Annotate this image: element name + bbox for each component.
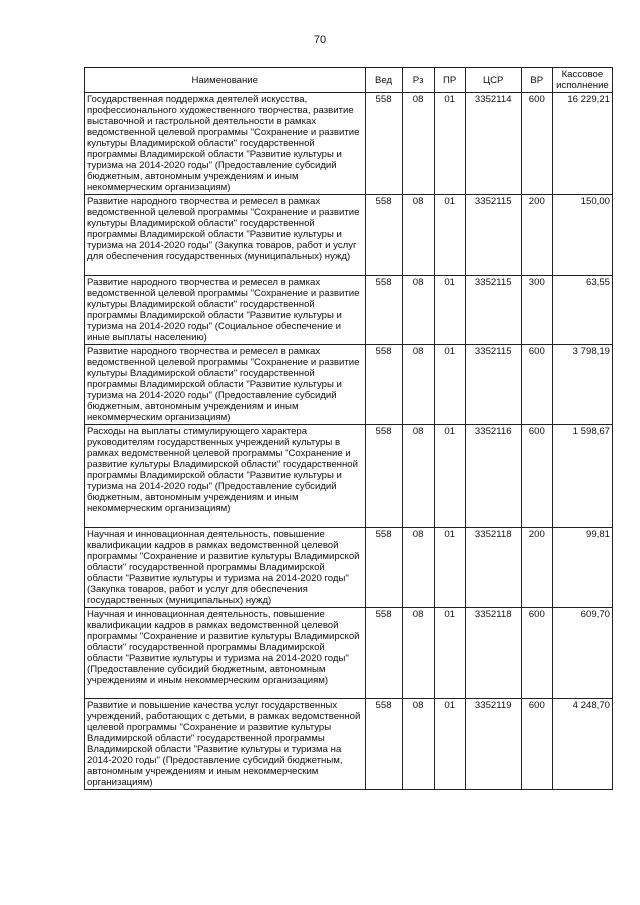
row-ved: 558 bbox=[365, 699, 402, 790]
row-vr: 300 bbox=[521, 276, 552, 345]
row-ved: 558 bbox=[365, 425, 402, 528]
row-pr: 01 bbox=[434, 425, 465, 528]
header-name: Наименование bbox=[85, 68, 366, 93]
header-csr: ЦСР bbox=[465, 68, 521, 93]
row-name: Расходы на выплаты стимулирующего характера руководителям государственных учреждений культуры в рамках ведомственной целевой программы "Сохранение и развитие культуры Владимирской области" государственной программы Владимирской области "Развитие культуры и туризма на 2014-2020 годы" (Предоставление субсидий бюджетным, автономным учреждениям и иным некоммерческим организациям) bbox=[85, 425, 366, 528]
row-name: Развитие народного творчества и ремесел в рамках ведомственной целевой программы "Сохранение и развитие культуры Владимирской области" государственной программы Владимирской области "Развитие культуры и туризма на 2014-2020 годы" (Социальное обеспечение и иные выплаты населению) bbox=[85, 276, 366, 345]
row-rz: 08 bbox=[402, 345, 434, 425]
row-sum: 150,00 bbox=[552, 195, 612, 276]
row-vr: 600 bbox=[521, 425, 552, 528]
row-ved: 558 bbox=[365, 345, 402, 425]
row-sum: 3 798,19 bbox=[552, 345, 612, 425]
row-rz: 08 bbox=[402, 699, 434, 790]
row-pr: 01 bbox=[434, 345, 465, 425]
row-vr: 600 bbox=[521, 699, 552, 790]
row-pr: 01 bbox=[434, 699, 465, 790]
page-number: 70 bbox=[313, 34, 327, 46]
row-csr: 3352118 bbox=[465, 528, 521, 608]
row-pr: 01 bbox=[434, 93, 465, 195]
row-name: Развитие народного творчества и ремесел в рамках ведомственной целевой программы "Сохранение и развитие культуры Владимирской области" государственной программы Владимирской области "Развитие культуры и туризма на 2014-2020 годы" (Предоставление субсидий бюджетным, автономным учреждениям и иным некоммерческим организациям) bbox=[85, 345, 366, 425]
row-csr: 3352114 bbox=[465, 93, 521, 195]
header-rz: Рз bbox=[402, 68, 434, 93]
row-pr: 01 bbox=[434, 195, 465, 276]
row-sum: 1 598,67 bbox=[552, 425, 612, 528]
table-row bbox=[85, 195, 613, 276]
row-name: Научная и инновационная деятельность, повышение квалификации кадров в рамках ведомственной целевой программы "Сохранение и развитие культуры Владимирской области" государственной программы Владимирской области "Развитие культуры и туризма на 2014-2020 годы" (Закупка товаров, работ и услуг для обеспечения государственных (муниципальных) нужд) bbox=[85, 528, 366, 608]
row-name: Государственная поддержка деятелей искусства, профессионального художественного творчества, развитие выставочной и гастрольной деятельности в рамках ведомственной целевой программы "Сохранение и развитие культуры Владимирской области" государственной программы Владимирской области "Развитие культуры и туризма на 2014-2020 годы" (Предоставление субсидий бюджетным, автономным учреждениям и иным некоммерческим организациям) bbox=[85, 93, 366, 195]
row-name: Научная и инновационная деятельность, повышение квалификации кадров в рамках ведомственной целевой программы "Сохранение и развитие культуры Владимирской области" государственной программы Владимирской области "Развитие культуры и туризма на 2014-2020 годы" (Предоставление субсидий бюджетным, автономным учреждениям и иным некоммерческим организациям) bbox=[85, 608, 366, 699]
row-vr: 600 bbox=[521, 345, 552, 425]
table-row bbox=[85, 276, 613, 345]
row-name: Развитие народного творчества и ремесел в рамках ведомственной целевой программы "Сохранение и развитие культуры Владимирской области" государственной программы Владимирской области "Развитие культуры и туризма на 2014-2020 годы" (Закупка товаров, работ и услуг для обеспечения государственных (муниципальных) нужд) bbox=[85, 195, 366, 276]
budget-table bbox=[84, 67, 613, 790]
row-vr: 200 bbox=[521, 528, 552, 608]
row-pr: 01 bbox=[434, 276, 465, 345]
row-csr: 3352115 bbox=[465, 345, 521, 425]
row-ved: 558 bbox=[365, 276, 402, 345]
table-row bbox=[85, 528, 613, 608]
row-ved: 558 bbox=[365, 195, 402, 276]
row-sum: 16 229,21 bbox=[552, 93, 612, 195]
row-vr: 600 bbox=[521, 93, 552, 195]
row-sum: 63,55 bbox=[552, 276, 612, 345]
row-ved: 558 bbox=[365, 608, 402, 699]
table-row bbox=[85, 425, 613, 528]
row-rz: 08 bbox=[402, 195, 434, 276]
row-rz: 08 bbox=[402, 528, 434, 608]
header-pr: ПР bbox=[434, 68, 465, 93]
row-csr: 3352116 bbox=[465, 425, 521, 528]
table-row bbox=[85, 608, 613, 699]
table-row bbox=[85, 345, 613, 425]
table-header-row bbox=[85, 68, 613, 93]
row-rz: 08 bbox=[402, 93, 434, 195]
row-pr: 01 bbox=[434, 528, 465, 608]
row-csr: 3352118 bbox=[465, 608, 521, 699]
row-vr: 600 bbox=[521, 608, 552, 699]
table-row bbox=[85, 93, 613, 195]
table-row bbox=[85, 699, 613, 790]
row-csr: 3352119 bbox=[465, 699, 521, 790]
row-csr: 3352115 bbox=[465, 195, 521, 276]
row-ved: 558 bbox=[365, 93, 402, 195]
row-csr: 3352115 bbox=[465, 276, 521, 345]
row-name: Развитие и повышение качества услуг государственных учреждений, работающих с детьми, в рамках ведомственной целевой программы "Сохранение и развитие культуры Владимирской области" государственной программы Владимирской области "Развитие культуры и туризма на 2014-2020 годы" (Предоставление субсидий бюджетным, автономным учреждениям и иным некоммерческим организациям) bbox=[85, 699, 366, 790]
header-ved: Вед bbox=[365, 68, 402, 93]
header-vr: ВР bbox=[521, 68, 552, 93]
row-rz: 08 bbox=[402, 276, 434, 345]
row-sum: 99,81 bbox=[552, 528, 612, 608]
row-ved: 558 bbox=[365, 528, 402, 608]
row-sum: 609,70 bbox=[552, 608, 612, 699]
row-pr: 01 bbox=[434, 608, 465, 699]
row-rz: 08 bbox=[402, 608, 434, 699]
row-rz: 08 bbox=[402, 425, 434, 528]
row-vr: 200 bbox=[521, 195, 552, 276]
row-sum: 4 248,70 bbox=[552, 699, 612, 790]
header-sum: Кассовое исполнение bbox=[552, 68, 612, 93]
